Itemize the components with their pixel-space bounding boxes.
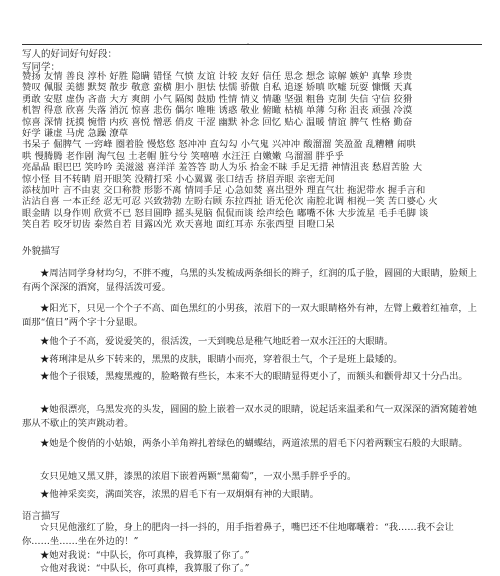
vocab-block	[22, 71, 482, 231]
doc-title: 写人的好词好句好段：	[22, 49, 118, 60]
vocab-line: 机智 得意 欣喜 失落 消沉 惊喜 悲伤 偶尔 唯唯 诱惑 敬业 俯瞰 枯槁 单薄 匀称 沮丧 顽强 冷漠	[22, 105, 413, 117]
doc-subtitle: 写同学：	[22, 62, 61, 73]
vocab-line: 惊小怪 目不转睛 眉开眼笑 没精打采 小心翼翼 张口结舌 挤眉弄眼 亲密无间	[22, 173, 335, 185]
paragraph: ★他个子很矮，黑瘦黑瘦的，脸略微有些长，本来不大的眼睛显得更小了，而额头和颧骨却又十分凸出。	[40, 371, 468, 382]
paragraph: ★蒋琍津是从乡下转来的，黑黑的皮肤，眼睛小而亮，穿着很土气，个子是班上最矮的。	[40, 354, 403, 365]
paragraph: ☆只见他涨红了脸，身上的肥肉一抖一抖的，用手指着鼻子，嘴巴还不住地嘟囔着：“我……我不会让你……坐……坐在外边的！”	[22, 522, 454, 547]
vocab-line: 惊喜 深情 抚摸 惋惜 内疚 喜悦 憎恶 俏皮 干涩 幽默 补念 回忆 贴心 温暖 情谊 脾气 性格 勤奋	[22, 116, 413, 128]
vocab-line: 书呆子 倔脾气 一窍峰 圈着脸 慢悠悠 怒冲冲 直勾勾 小气鬼 兴冲冲 酸溜溜 笑盈盈 乱糟糟 闹哄	[22, 139, 416, 151]
paragraph: ★周洁同学身材均匀，不胖不瘦，乌黑的头发梳成两条细长的辫子，红润的瓜子脸，圆圆的大眼睛，脸颊上有两个深深的酒窝，显得活泼可爱。	[22, 268, 477, 293]
paragraph: ★他神采奕奕，满面笑容，浓黑的眉毛下有一双炯炯有神的大眼睛。	[40, 489, 319, 500]
vocab-line: 赞叹 佩服 美德 默契 散步 敬意 蛮横 胆小 胆怯 怯懦 骄傲 自私 追逐 娇嗔 吹嘘 玩耍 慷慨 天真	[22, 82, 413, 94]
paragraph: ★她很漂亮，乌黑发亮的头发，圆圆的脸上嵌着一双水灵的眼睛，说起话来温柔和气一双深深的酒窝随着她那从不歇止的笑声跳动着。	[22, 404, 477, 429]
section-heading-speech: 语言描写	[22, 511, 61, 522]
paragraph: ☆他对我说：“中队长，你可真棒，我算服了你了。”	[40, 563, 250, 574]
vocab-line: 赞扬 友情 善良 淳朴 好胜 隐瞒 错怪 气愤 友谊 计较 友好 信任 思念 想念 谅解 嫉妒 真挚 珍贵	[22, 71, 413, 82]
vocab-line: 亮晶晶 眼巴巴 笑吟吟 美滋滋 喜洋洋 羞答答 助人为乐 拾金不昧 手足无措 神情沮丧 愁眉苦脸 大	[22, 162, 423, 174]
paragraph: 女只见她又黑又胖，漆黑的浓眉下嵌着两颗“黑葡萄”，一双小黑手胖乎乎的。	[40, 471, 357, 482]
paragraph: ★他个子不高，爱说爱笑的，很活泼，一天到晚总是稚气地眨着一双水汪汪的大眼睛。	[40, 336, 394, 347]
paragraph: ★她是个俊俏的小姑娘，两条小羊角辫扎着绿色的蝴蝶结，两道浓黑的眉毛下闪着两颗宝石般的大眼睛。	[40, 438, 468, 449]
header-rule	[22, 44, 482, 45]
vocab-line: 勇敢 安慰 虚伪 吝啬 大方 爽朗 小气 隔阂 鼓励 性情 情义 情趣 坚强 粗鲁 克制 失信 守信 狡猾	[22, 93, 413, 105]
header-mark: -	[247, 40, 250, 47]
paragraph: ★阳光下，只见一个个子不高、面色黑红的小男孩，浓眉下的一双大眼睛格外有神，左臂上戴着红袖章，上面那“值日”两个字十分显眼。	[22, 303, 477, 328]
vocab-line: 笑自若 咬牙切齿 泰然自若 目露凶光 欢天喜地 面红耳赤 东张西望 目瞪口呆	[22, 219, 335, 231]
vocab-line: 哄 慢腾腾 老作剧 淘气包 土老帽 脏兮兮 笑嘻嘻 水汪汪 白嫩嫩 乌溜溜 胖乎乎	[22, 150, 344, 162]
vocab-line: 沾沾自喜 一本正经 忍无可忍 兴致勃勃 左盼右顾 东拉西扯 语无伦次 南腔北调 相视一笑 苦口婆心 火	[22, 196, 438, 208]
section-heading-appearance: 外貌描写	[22, 246, 61, 257]
vocab-line: 添枝加叶 言不由衷 交口称赞 形影不离 情同手足 心急如焚 喜出望外 理直气壮 拖泥带水 握手言和	[22, 185, 426, 197]
vocab-line: 眼金睛 以身作则 欣赏不已 怒目圆睁 摇头晃脑 侃侃而谈 绘声绘色 嘟嘴不休 大步流星 毛手毛脚 谈	[22, 207, 429, 219]
vocab-line: 好学 谦虚 马虎 急躁 潦草	[22, 128, 129, 140]
paragraph: ★她对我说：“中队长，你可真棒，我算服了你了。”	[40, 550, 250, 561]
